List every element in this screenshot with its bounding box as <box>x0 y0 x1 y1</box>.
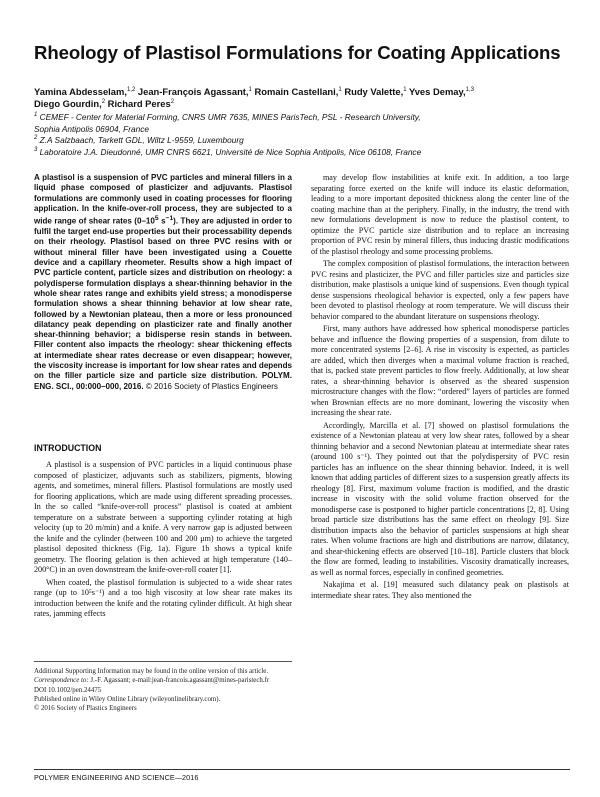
author-affil-ref: 2 <box>101 98 106 105</box>
abstract-unit: s <box>158 216 166 226</box>
body-column-right <box>311 173 569 601</box>
author-line-2 <box>34 98 574 110</box>
paper-title: Rheology of Plastisol Formulations for Coating Applications <box>34 42 561 63</box>
abstract <box>34 173 292 392</box>
author-list <box>34 86 574 110</box>
journal-footer: POLYMER ENGINEERING AND SCIENCE—2016 <box>34 773 199 782</box>
author: Diego Gourdin, <box>34 98 102 109</box>
author: Yamina Abdesselam, <box>34 86 127 97</box>
author: Rudy Valette, <box>344 86 404 97</box>
author-affil-ref: 2 <box>170 98 175 105</box>
abstract-sup: 5 <box>154 215 159 223</box>
footnote-corr-label: Correspondence to: <box>34 677 89 685</box>
author: Richard Peres <box>107 98 171 109</box>
author: Yves Demay, <box>408 86 466 97</box>
author: Jean-François Agassant, <box>137 86 249 97</box>
author: Romain Castellani, <box>254 86 339 97</box>
author-affil-ref: 1,2 <box>126 86 136 93</box>
affiliation <box>34 147 574 159</box>
author-affil-ref: 1 <box>403 86 407 93</box>
footnotes <box>34 667 292 713</box>
body-column-left <box>34 460 292 620</box>
affiliation <box>34 112 574 124</box>
abstract-unit-sup: −1 <box>165 215 174 223</box>
affiliation-number: 1 <box>34 112 38 119</box>
author-affil-ref: 1 <box>338 86 342 93</box>
footnote-correspondence <box>34 676 292 685</box>
paragraph: may develop flow instabilities at knife exit. In addition, a too large separating force exerted on the knife will induce its elastic deformation, leading to a more important deposited thickness along the center line of the coating machine than at the periphery. Finally, in the industry, the trend with new formulations development is now to reduce the plastisol content, to optimize the PVC particle size distribution and to replace an increasing proportion of PVC resin by mineral fillers, thus inducing drastic modifications of the plastisol rheology and some processing problems. <box>311 173 569 256</box>
affiliation-text: CEMEF - Center for Material Forming, CNRS UMR 7635, MINES ParisTech, PSL - Research University, <box>37 112 421 122</box>
author-line-1 <box>34 86 574 98</box>
paragraph: When coated, the plastisol formulation is subjected to a wide shear rates range (up to 10⁵s⁻¹) and a too high viscosity at low shear rate makes its introduction between the knife and the rotating cylinder difficult. At high shear rates, jamming effects <box>34 577 292 618</box>
affiliation <box>34 124 574 136</box>
paragraph: First, many authors have addressed how spherical monodisperse particles behave and influence the flowing properties of a suspension, from dilute to more concentrated systems [2–6]. A rise in viscosity is expected, as particles are added, which then diverges when a maximal volume fraction is reached, that is, packed state prevent particles to flow freely. Additionally, at low shear rates, a shear-thinning behavior is observed as the sheared suspension microstructure changes with the flow: “ordered” layers of particles are formed when Brownian effects are no more dominant, lowering the viscosity when increasing the shear rate. <box>311 324 569 417</box>
affiliation <box>34 135 574 147</box>
paragraph: A plastisol is a suspension of PVC particles in a liquid continuous phase composed of plasticizer, adjuvants such as stabilizers, pigments, blowing agents, and sometimes, mineral fillers. Plastisol formulations are mostly used for flooring applications, which are made using different spreading processes. In the so called “knife-over-roll process” plastisol is coated at ambient temperature on a substrate between a supporting cylinder rotating at high velocity (up to 20 m/min) and a knife. A very narrow gap is adjusted between the knife and the cylinder (between 100 and 200 μm) to achieve the targeted plastisol deposited thickness (Fig. 1a). Figure 1b shows a typical knife geometry. The flooring gelation is then achieved at high temperature (140–200°C) in an oven downstream the knife-over-roll coater [1]. <box>34 460 292 574</box>
abstract-text-cont: ). They are adjusted in order to fulfil the target end-use properties but their processability depends on their rheology. Plastisol based on three PVC resins with or without mineral filler have been investigated using a Couette device and a capillary rheometer. Results show a high impact of PVC particle content, particle sizes and distribution on rheology: a polydisperse formulation displays a shear-thinning behavior in the whole shear rates range and exhibits yield stress; a monodisperse formulation shows a shear thinning behavior at low shear rate, followed by a Newtonian plateau, then a more or less pronounced dilatancy peak depending on plasticizer rate and finally another shear-thinning behavior; a bidisperse resin stands in between. Filler content also impacts the rheology: shear thickening effects at intermediate shear rates decrease or even disappear; however, the viscosity increase is important for low shear rates and depends on the filler particle size and particle size distribution. POLYM. ENG. SCI., 00:000–000, 2016. <box>34 216 292 391</box>
footer-rule <box>34 769 570 770</box>
affiliations <box>34 112 574 158</box>
footnote-doi: DOI 10.1002/pen.24475 <box>34 686 102 694</box>
affiliation-text: Laboratoire J.A. Dieudonné, UMR CNRS 6621, Université de Nice Sophia Antipolis, Nice 06108, France <box>37 146 422 157</box>
author-affil-ref: 1 <box>248 86 252 93</box>
footnote-supporting-info: Additional Supporting Information may be found in the online version of this article. <box>34 668 269 675</box>
affiliation-number: 2 <box>34 135 38 142</box>
paragraph: The complex composition of plastisol formulations, the interaction between PVC resins and plasticizer, the PVC and filler particles size and particles size distribution, make plastisols a unique kind of suspensions. Even though typical dense suspensions rheological behavior is expected, only a few papers have been devoted to plastisol rheology at room temperature. We will discuss their behavior compared to the abundant literature on suspensions rheology. <box>311 259 569 321</box>
paragraph: Nakajima et al. [19] measured such dilatancy peak on plastisols at intermediate shear rates. They also mentioned the <box>311 580 569 600</box>
affiliation-text: Z.A Salzbaach, Tarkett GDL, Wiltz L-9559, Luxembourg <box>37 135 244 146</box>
footnote-corr-text: J.-F. Agassant; e-mail:jean-francois.agassant@mines-paristech.fr <box>88 677 270 685</box>
author-affil-ref: 1,3 <box>465 86 474 93</box>
affiliation-text: Sophia Antipolis 06904, France <box>34 123 150 134</box>
affiliation-number: 3 <box>34 147 38 154</box>
footnote-published: Published online in Wiley Online Library (wileyonlinelibrary.com). <box>34 695 221 703</box>
section-heading-introduction: INTRODUCTION <box>34 443 102 453</box>
footnote-divider <box>34 661 292 662</box>
abstract-text: A plastisol is a suspension of PVC particles and mineral fillers in a liquid phase composed of plasticizer and adjuvants. Plastisol formulations are commonly used in coating processes for flooring application. In the knife-over-roll process, they are subjected to a wide range of shear rates (0–10 <box>34 173 292 226</box>
footnote-copyright: © 2016 Society of Plastics Engineers <box>34 705 137 713</box>
abstract-copyright: © 2016 Society of Plastics Engineers <box>143 381 278 391</box>
paragraph: Accordingly, Marcilla et al. [7] showed on plastisol formulations the existence of a Newtonian plateau at very low shear rates, followed by a shear thinning behavior and a second Newtonian plateau at intermediate shear rates (around 100 s⁻¹). They pointed out that the polydispersity of PVC resin particles has an influence on the shear thinning behavior. Indeed, it is well known that adding particles of different sizes to a suspension greatly affects its rheology [8]. First, maximum volume fraction is modified, and the drastic increase in viscosity with the solid volume fraction observed for the monodisperse case is postponed to higher particle concentrations [2, 8]. Using broad particle size distributions has the same effect on rheology [9]. Size distribution impacts also the behavior of particles suspensions at high shear rates. When volume fractions are high and distributions are narrow, dilatancy, and shear-thickening effects are observed [10–18]. Particle clusters that block the flow are formed, leading to instabilities. Viscosity dramatically increases, as well as normal forces, especially in confined geometries. <box>311 420 569 577</box>
